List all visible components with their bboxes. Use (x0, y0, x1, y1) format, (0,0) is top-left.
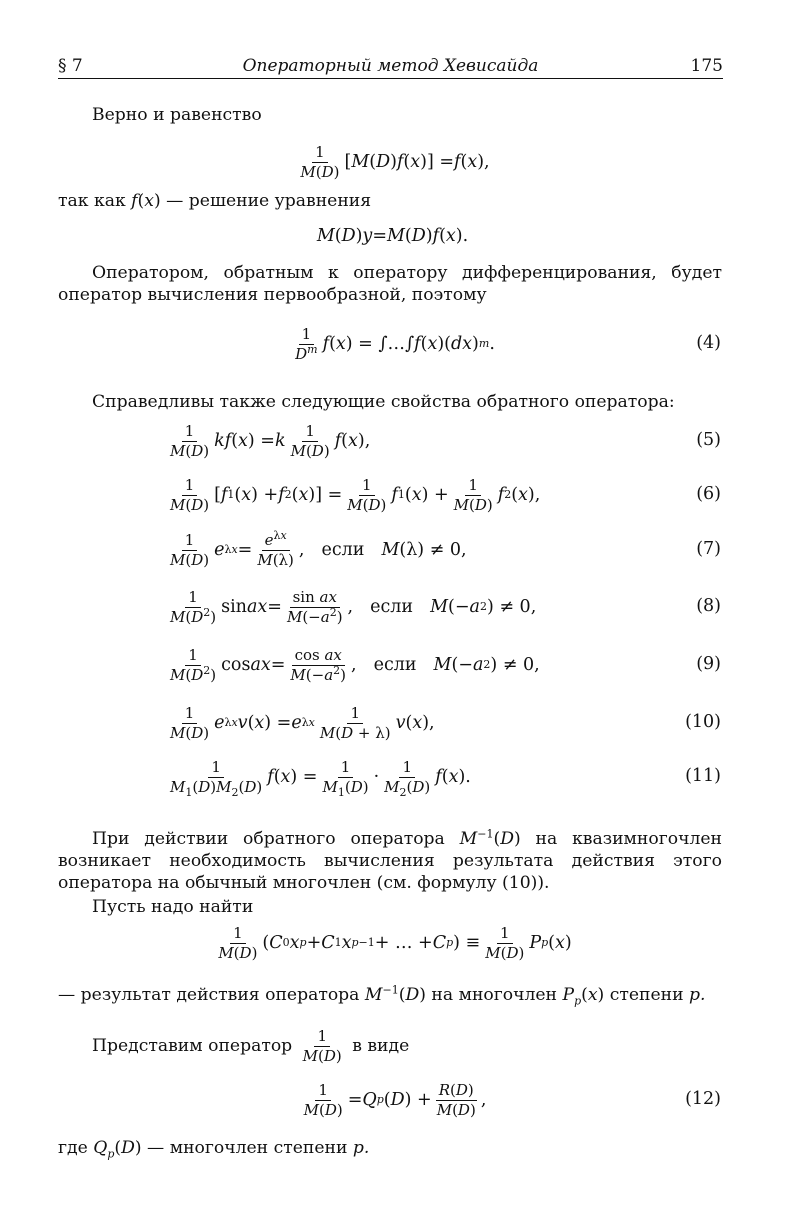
equation-number-9: (9) (696, 654, 721, 674)
paragraph-7: — результат действия оператора $M^{-1}(D)$ на многочлен $P_p(x)$ степени p. (58, 983, 706, 1008)
running-header (58, 52, 723, 79)
equation-4: 1 $D^m$ f ( x ) = ∫…∫ f ( x )( dx ) m . (295, 324, 495, 363)
equation-number-4: (4) (696, 333, 721, 353)
paragraph-8: Представим оператор 1 M(D) в виде (92, 1026, 410, 1065)
equation-number-8: (8) (696, 596, 721, 616)
condition-word: если (321, 540, 365, 560)
paragraph-4: Справедливы также следующие свойства обратного оператора: (92, 392, 675, 412)
equation-inverse-identity: 1 M(D) [ M ( D ) f ( x )] = f ( x ), (300, 142, 490, 181)
equation-10: 1 M(D) e λx v ( x ) = e λx 1 M(D + λ) v ( x ), (170, 703, 435, 742)
equation-polynomial: 1 M(D) ( C 0 x p + C 1 x p−1 + … + C p ) ≡ 1 M(D) P p ( x ) (218, 923, 572, 962)
paragraph-3: Оператором, обратным к оператору дифференцирования, будет оператор вычисления первообразной, поэтому (58, 263, 722, 305)
equation-my: M ( D ) y = M ( D ) f ( x ). (316, 226, 469, 246)
equation-number-12: (12) (685, 1089, 721, 1109)
running-title: Операторный метод Хевисайда (242, 56, 539, 76)
equation-6: 1 M(D) [ f 1 ( x ) + f 2 ( x )] = 1 M(D) f 1 ( x ) + 1 M(D) f 2 ( x ), (170, 475, 541, 514)
condition-word: если (373, 655, 417, 675)
paragraph-6: Пусть надо найти (92, 897, 254, 917)
equation-number-7: (7) (696, 539, 721, 559)
equation-number-6: (6) (696, 484, 721, 504)
equation-8: 1 $M(D^2)$ sin ax = sin ax $M(-a^2)$ , если M (− a 2 ) ≠ 0, (170, 587, 537, 626)
equation-5: 1 M(D) kf ( x ) = k 1 M(D) f ( x ), (170, 421, 371, 460)
paragraph-9: где $Q_p(D)$ — многочлен степени p. (58, 1138, 370, 1161)
equation-11: 1 $M_1(D)M_2(D)$ f ( x ) = 1 $M_1(D)$ · 1 $M_2(D)$ f ( x ). (170, 757, 471, 799)
condition-word: если (370, 597, 414, 617)
paragraph-2: так как f(x) — решение уравнения (58, 191, 372, 211)
page-number: 175 (690, 56, 723, 76)
equation-12: 1 M(D) = Q p ( D ) + R(D) M(D) , (303, 1080, 487, 1119)
equation-7: 1 M(D) e λx = $e^{\lambda x}$ M(λ) , если M (λ) ≠ 0, (170, 528, 467, 569)
equation-number-10: (10) (685, 712, 721, 732)
paragraph-1: Верно и равенство (92, 105, 262, 125)
equation-number-11: (11) (685, 766, 721, 786)
paragraph-5: При действии обратного оператора $M^{-1}(D)$ на квазимногочлен возникает необходимость вычисления результата действия этого оператора на обычный многочлен (см. формулу (10)). (58, 827, 722, 893)
section-number: § 7 (58, 56, 83, 76)
equation-9: 1 $M(D^2)$ cos ax = cos ax $M(-a^2)$ , если M (− a 2 ) ≠ 0, (170, 645, 540, 684)
equation-number-5: (5) (696, 430, 721, 450)
